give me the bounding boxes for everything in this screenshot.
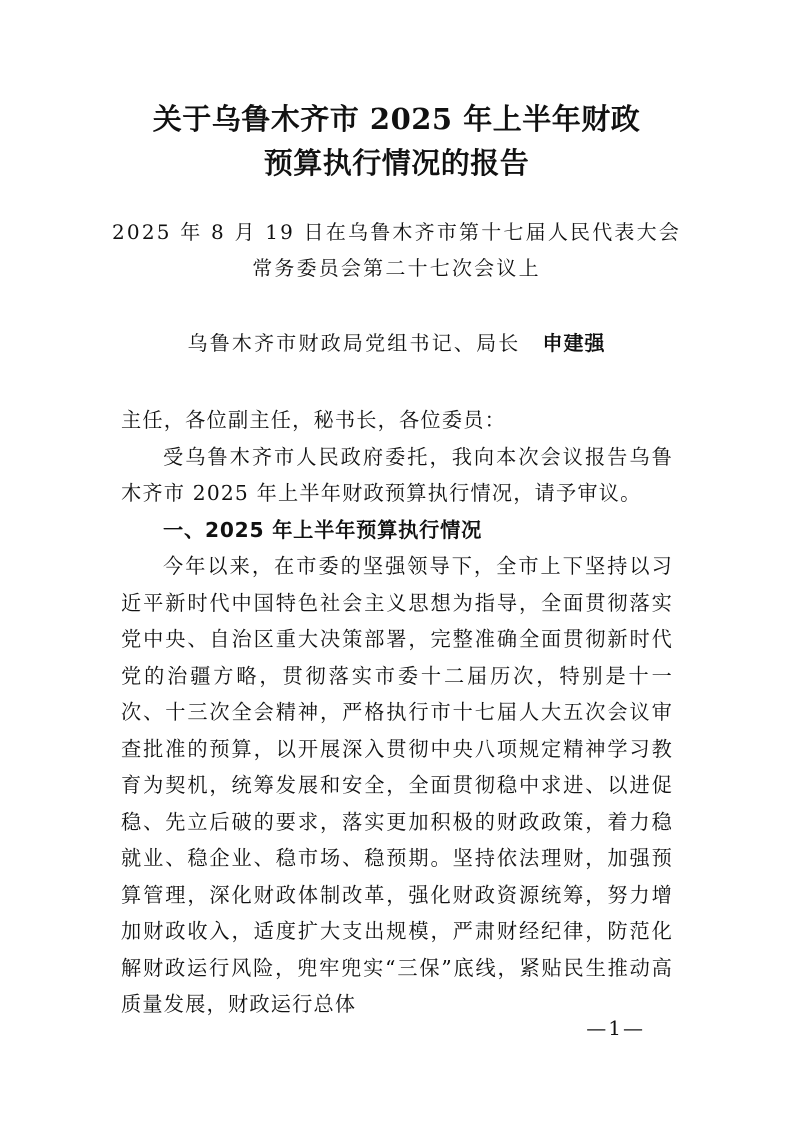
author-position: 乌鲁木齐市财政局党组书记、局长 bbox=[187, 331, 521, 355]
body-paragraph: 今年以来，在市委的坚强领导下，全市上下坚持以习近平新时代中国特色社会主义思想为指导，全面贯彻落实党中央、自治区重大决策部署，完整准确全面贯彻新时代党的治疆方略，贯彻落实市委十二届历次，特别是十一次、十三次全会精神，严格执行市十七届人大五次会议审查批准的预算，以开展深入贯彻中央八项规定精神学习教育为契机，统筹发展和安全，全面贯彻稳中求进、以进促稳、先立后破的要求，落实更加积极的财政政策，着力稳就业、稳企业、稳市场、稳预期。坚持依法理财，加强预算管理，深化财政体制改革，强化财政资源统筹，努力增加财政收入，适度扩大支出规模，严肃财经纪律，防范化解财政运行风险，兜牢兜实“三保”底线，紧贴民生推动高质量发展，财政运行总体 bbox=[121, 554, 673, 1016]
section-heading: 一、2025 年上半年预算执行情况 bbox=[163, 517, 483, 542]
document-title-line-1: 关于乌鲁木齐市 2025 年上半年财政 bbox=[152, 102, 641, 136]
document-title-line-2: 预算执行情况的报告 bbox=[263, 146, 530, 180]
intro-paragraph: 受乌鲁木齐市人民政府委托，我向本次会议报告乌鲁木齐市 2025 年上半年财政预算执行情况，请予审议。 bbox=[121, 444, 673, 505]
meeting-info-line-2: 常务委员会第二十七次会议上 bbox=[252, 256, 541, 280]
author-name: 申建强 bbox=[542, 331, 606, 355]
page-number: —1— bbox=[586, 1016, 645, 1040]
author-line bbox=[0, 328, 793, 358]
salutation: 主任，各位副主任，秘书长，各位委员： bbox=[121, 408, 506, 432]
document-body bbox=[121, 402, 673, 1023]
meeting-info-line-1: 2025 年 8 月 19 日在乌鲁木齐市第十七届人民代表大会 bbox=[111, 220, 682, 244]
